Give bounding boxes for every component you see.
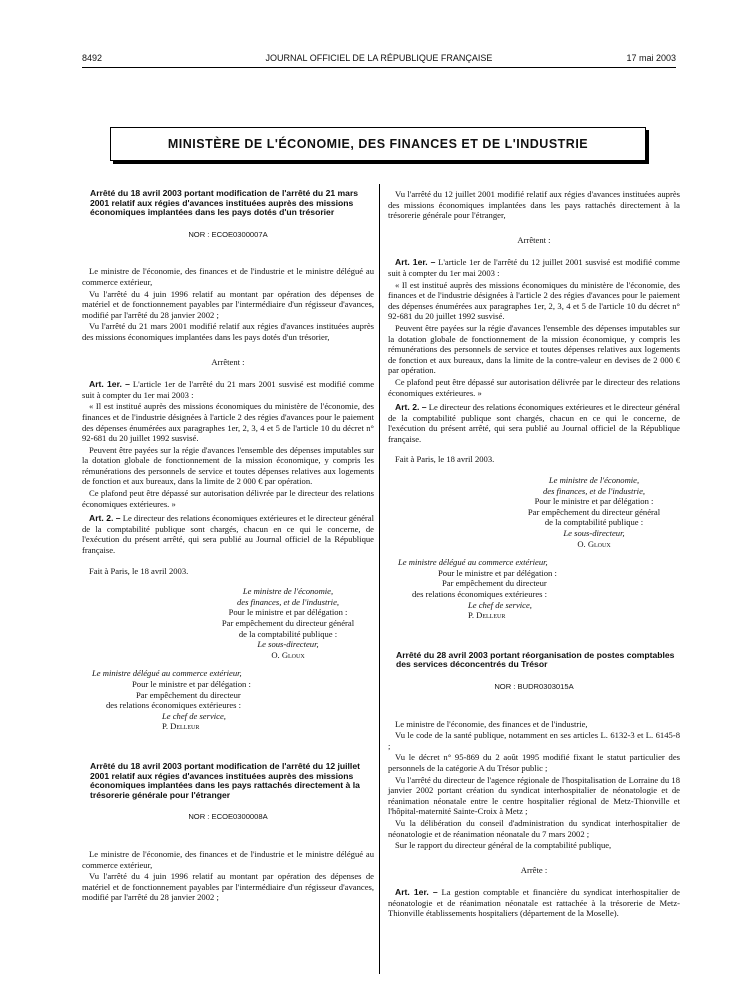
signatory-name: O. Gloux [271,649,305,660]
article-text: Le directeur des relations économiques extérieures et le directeur général de la comptabilité publique sont chargés, chacun en ce qui le concerne, de l'exécution du présent arrêté, qui sera publié au Journal officiel de la République française. [82,513,374,556]
signature-block-2 [398,557,680,621]
sig-line: des relations économiques extérieures : [106,700,242,711]
paragraph: Sur le rapport du directeur général de la comptabilité publique, [395,840,612,851]
arrete-1-title: Arrêté du 18 avril 2003 portant modification de l'arrêté du 21 mars 2001 relatif aux régies d'avances instituées auprès des missions économiques implantées dans les pays dotés d'un trésorier [90,188,359,218]
signatory-name: P. Delleur [162,721,200,732]
article-text: L'article 1er de l'arrêté du 21 mars 2001 susvisé est modifié comme suit à compter du 1er mai 2003 : [82,379,375,400]
sig-line: de la comptabilité publique : [238,628,338,639]
journal-title: JOURNAL OFFICIEL DE LA RÉPUBLIQUE FRANÇAISE [265,53,493,63]
arrete-2-nor: NOR : ECOE0300008A [188,812,268,822]
fait-a-paris: Fait à Paris, le 18 avril 2003. [395,454,495,465]
column-divider [379,184,380,974]
signatory-name: O. Gloux [577,538,611,549]
sig-line: des relations économiques extérieures : [412,589,548,599]
sig-line: Le ministre délégué au commerce extérieur, [398,557,548,568]
sig-line: Pour le ministre et par délégation : [132,678,251,689]
issue-date: 17 mai 2003 [626,53,676,63]
arretent-heading: Arrêtent : [517,234,551,245]
arrete-3-title: Arrêté du 28 avril 2003 portant réorganisation de postes comptables des services déconcentrés du Trésor [396,649,675,670]
sig-line: Le chef de service, [468,599,532,610]
paragraph: « Il est institué auprès des missions économiques du ministère de l'économie, des finances et de l'industrie désignées à l'article 2 des régies d'avances pour le paiement des dépenses énumérées aux paragraphes 1er, 2, 3, 4 et 5 de l'article 10 du décret n° 92-681 du 20 juillet 1992 susvisé. [82,401,374,444]
paragraph: Peuvent être payées sur la régie d'avances l'ensemble des dépenses imputables sur la dotation globale de fonctionnement de la mission économique, y compris les rémunérations des personnels de service et toutes dépenses relatives aux logements de fonction et aux bureaux, dans la limite de la contre-valeur en devises de 2 000 € par opération. [388,322,680,376]
paragraph: Vu l'arrêté du 4 juin 1996 relatif au montant par opération des dépenses de matériel et de fonctionnement payables par l'intermédiaire d'un régisseur d'avances, modifié par l'arrêté du 28 janvier 2002 ; [82,288,374,320]
arrete-1-nor: NOR : ECOE0300007A [188,229,268,239]
paragraph: Le ministre de l'économie, des finances et de l'industrie et le ministre délégué au commerce extérieur, [82,266,374,287]
paragraph: Ce plafond peut être dépassé sur autorisation délivrée par le directeur des relations économiques extérieures. » [388,376,680,398]
sig-line: Le ministre de l'économie, [242,586,334,597]
paragraph: Le ministre de l'économie, des finances et de l'industrie et le ministre délégué au commerce extérieur, [82,848,374,870]
header-rule [82,67,676,68]
sig-line: Le sous-directeur, [563,528,625,539]
paragraph: Vu l'arrêté du 4 juin 1996 relatif au montant par opération des dépenses de matériel et de fonctionnement payables par l'intermédiaire d'un régisseur d'avances, modifié par l'arrêté du 28 janvier 2002 ; [82,871,374,903]
sig-line: des finances, et de l'industrie, [236,596,340,607]
paragraph: Vu l'arrêté du 21 mars 2001 modifié relatif aux régies d'avances instituées auprès des missions économiques implantées dans les pays dotés d'un trésorier, [82,321,374,342]
paragraph: Ce plafond peut être dépassé sur autorisation délivrée par le directeur des relations économiques extérieures. » [82,488,374,509]
article-1 [388,887,680,919]
sig-line: Par empêchement du directeur [442,578,547,589]
paragraph: Le ministre de l'économie, des finances et de l'industrie, [395,718,588,729]
arrete-2-title: Arrêté du 18 avril 2003 portant modification de l'arrêté du 12 juillet 2001 relatif aux régies d'avances instituées auprès des missions économiques implantées dans les pays rattachés directement à la trésorerie générale pour l'étranger [90,760,360,800]
article-label: Art. 2. – [89,513,121,524]
left-column [82,189,374,904]
paragraph: Vu le code de la santé publique, notamment en ses articles L. 6132-3 et L. 6145-8 ; [388,730,680,751]
article-1 [388,257,680,278]
paragraph: Vu le décret n° 95-869 du 2 août 1995 modifié fixant le statut particulier des personnels de la catégorie A du Trésor public ; [388,752,680,773]
sig-line: Le ministre délégué au commerce extérieur, [92,668,242,679]
article-2 [388,402,680,444]
signature-block-2 [92,668,374,732]
arrete-3-nor: NOR : BUDR0303015A [494,681,574,691]
article-2 [82,513,374,555]
signature-block [508,475,680,549]
ministry-banner: MINISTÈRE DE L'ÉCONOMIE, DES FINANCES ET DE L'INDUSTRIE [110,127,646,161]
paragraph: « Il est institué auprès des missions économiques du ministère de l'économie, des finances et de l'industrie désignées à l'article 2 des régies d'avances pour le paiement des dépenses énumérées aux paragraphes 1er, 2, 3, 4 et 5 de l'article 10 du décret n° 92-681 du 20 juillet 1992 susvisé. [388,279,680,322]
article-text: L'article 1er de l'arrêté du 12 juillet 2001 susvisé est modifié comme suit à compter du 1er mai 2003 : [388,257,681,278]
sig-line: des finances, et de l'industrie, [542,485,646,496]
sig-line: Pour le ministre et par délégation : [228,607,348,618]
paragraph: Vu l'arrêté du directeur de l'agence régionale de l'hospitalisation de Lorraine du 18 janvier 2002 portant création du syndicat interhospitalier de néonatologie et de réanimation néonatale entre le centre hospitalier régional de Metz-Thionville et l'hôpital-maternité Sainte-Croix à Metz ; [388,774,680,817]
article-label: Art. 1er. – [89,379,130,390]
arrete-heading: Arrête : [520,864,548,875]
sig-line: Le chef de service, [162,710,226,721]
paragraph: Peuvent être payées sur la régie d'avances l'ensemble des dépenses imputables sur la dotation globale de fonctionnement de la mission économique, y compris les rémunérations des personnels de service et toutes dépenses relatives aux logements de fonction et aux bureaux, dans la limite de 2 000 € par opération. [82,444,374,487]
sig-line: Par empêchement du directeur [136,689,241,700]
article-text: La gestion comptable et financière du syndicat interhospitalier de néonatologie et de réanimation néonatale est rattachée à la trésorerie de Metz-Thionville établissements hospitaliers (département de la Moselle). [388,887,681,919]
article-label: Art. 1er. – [395,887,438,898]
signature-block [202,586,374,660]
sig-line: Pour le ministre et par délégation : [534,496,654,507]
sig-line: Le ministre de l'économie, [548,475,640,486]
sig-line: Le sous-directeur, [257,639,319,650]
page-header [82,51,676,67]
page-number: 8492 [82,53,103,63]
article-1 [82,379,374,400]
arretent-heading: Arrêtent : [211,356,245,367]
sig-line: Par empêchement du directeur général [221,618,355,628]
article-label: Art. 1er. – [395,257,436,268]
sig-line: de la comptabilité publique : [544,517,644,528]
article-text: Le directeur des relations économiques extérieures et le directeur général de la comptabilité publique sont chargés, chacun en ce qui le concerne, de l'exécution du présent arrêté, qui sera publié au Journal officiel de la République française. [388,402,680,444]
sig-line: Par empêchement du directeur général [527,506,661,517]
signatory-name: P. Delleur [468,610,506,621]
article-label: Art. 2. – [395,402,427,413]
fait-a-paris: Fait à Paris, le 18 avril 2003. [89,565,189,576]
sig-line: Pour le ministre et par délégation : [438,567,557,578]
paragraph: Vu la délibération du conseil d'administration du syndicat interhospitalier de néonatologie et de réanimation néonatale du 7 mars 2002 ; [388,817,680,839]
paragraph: Vu l'arrêté du 12 juillet 2001 modifié relatif aux régies d'avances instituées auprès des missions économiques implantées dans les pays rattachés directement à la trésorerie générale pour l'étranger, [388,189,680,221]
right-column [388,189,680,920]
